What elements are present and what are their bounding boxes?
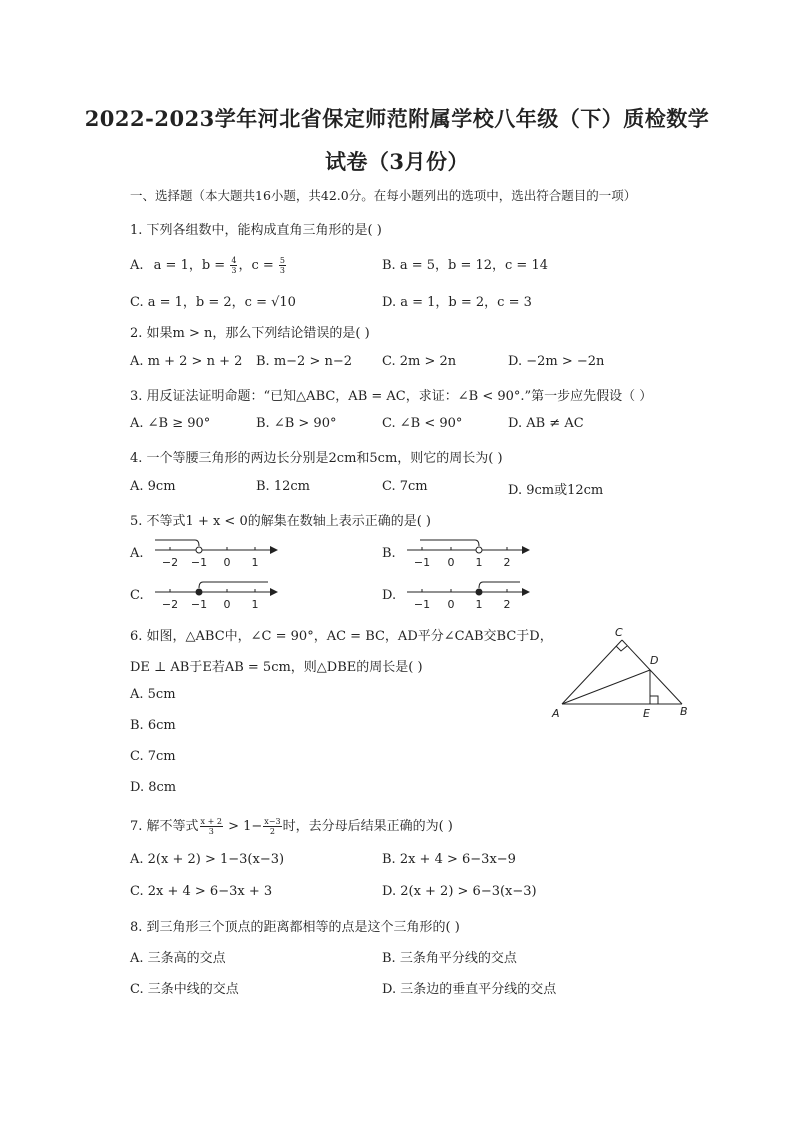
tick-label: −1 [190,598,208,611]
tick-label: 1 [251,598,259,611]
question-2-option-b: B. m−2 > n−2 [256,354,353,369]
tick-label: 2 [503,598,511,611]
vertex-label-c: C [615,626,623,639]
question-1-option-d: D. a = 1，b = 2，c = 3 [382,295,532,310]
question-8-option-a: A. 三条高的交点 [130,951,226,966]
fraction-left: $\frac{x + 2}{3}$ [200,817,222,836]
fraction-b: $\frac{4}{3}$ [231,256,237,275]
question-1-stem: 1. 下列各组数中，能构成直角三角形的是( ) [130,223,382,238]
question-4-option-a: A. 9cm [130,479,176,494]
section-header: 一、选择题（本大题共16小题，共42.0分。在每小题列出的选项中，选出符合题目的一项） [130,188,637,203]
vertex-label-a: A [552,707,560,720]
question-7-option-d: D. 2(x + 2) > 6−3(x−3) [382,884,537,899]
option-a-mid: ，c = [238,258,278,273]
question-2-option-a: A. m + 2 > n + 2 [130,354,243,369]
question-5-option-a-label: A. [130,546,144,561]
question-8-stem: 8. 到三角形三个顶点的距离都相等的点是这个三角形的( ) [130,920,460,935]
tick-label: 0 [447,598,455,611]
vertex-label-d: D [650,654,659,667]
question-5-stem: 5. 不等式1 + x < 0的解集在数轴上表示正确的是( ) [130,514,431,529]
question-8-option-c: C. 三条中线的交点 [130,982,239,997]
q7-stem-pre: 7. 解不等式 [130,819,199,834]
number-line-c [150,578,280,614]
question-5-option-b-label: B. [382,546,396,561]
question-8-option-b: B. 三条角平分线的交点 [382,951,517,966]
page-title-line2: 试卷（3月份） [324,149,470,174]
question-6-stem-line1: 6. 如图，△ABC中，∠C = 90°，AC = BC，AD平分∠CAB交BC于D， [130,629,553,644]
number-line-d [402,578,532,614]
number-line-b [402,536,532,572]
page-title: 2022-2023学年河北省保定师范附属学校八年级（下）质检数学 [84,106,710,131]
question-7-option-a: A. 2(x + 2) > 1−3(x−3) [130,852,285,867]
question-5-option-c-label: C. [130,588,144,603]
question-2-option-c: C. 2m > 2n [382,354,457,369]
question-6-stem-line2: DE ⊥ AB于E若AB = 5cm，则△DBE的周长是( ) [130,660,423,675]
question-1-option-b: B. a = 5，b = 12，c = 14 [382,258,548,273]
tick-label: −1 [413,556,431,569]
tick-label: −2 [161,556,179,569]
question-7-stem [130,815,453,836]
question-3-stem: 3. 用反证法证明命题：“已知△ABC，AB = AC，求证：∠B < 90°.”第一步应先假设（ ） [130,389,653,404]
q7-stem-mid: > 1− [223,819,263,834]
question-2-option-d: D. −2m > −2n [508,354,605,369]
tick-label: −1 [190,556,208,569]
tick-label: 1 [475,598,483,611]
fraction-right: $\frac{x-3}{2}$ [264,817,281,836]
question-8-option-d: D. 三条边的垂直平分线的交点 [382,982,557,997]
vertex-label-e: E [643,707,650,720]
question-3-option-d: D. AB ≠ AC [508,416,584,431]
question-4-option-b: B. 12cm [256,479,310,494]
triangle-figure [548,622,698,722]
tick-label: 1 [251,556,259,569]
q7-stem-post: 时，去分母后结果正确的为( ) [282,819,453,834]
question-6-option-a: A. 5cm [130,687,176,702]
tick-label: 0 [223,598,231,611]
question-2-stem: 2. 如果m > n，那么下列结论错误的是( ) [130,326,370,341]
question-4-option-c: C. 7cm [382,479,428,494]
option-a-label: A. [130,258,144,273]
option-a-text: a = 1，b = [153,258,230,273]
fraction-c: $\frac{5}{3}$ [279,256,285,275]
tick-label: −1 [413,598,431,611]
tick-label: −2 [161,598,179,611]
vertex-label-b: B [680,705,688,718]
question-4-stem: 4. 一个等腰三角形的两边长分别是2cm和5cm，则它的周长为( ) [130,451,503,466]
question-1-option-a [130,254,287,275]
question-7-option-b: B. 2x + 4 > 6−3x−9 [382,852,516,867]
question-6-option-b: B. 6cm [130,718,176,733]
question-4-option-d: D. 9cm或12cm [508,483,604,498]
number-line-a [150,536,280,572]
question-3-option-c: C. ∠B < 90° [382,416,463,431]
question-3-option-b: B. ∠B > 90° [256,416,337,431]
tick-label: 0 [447,556,455,569]
tick-label: 1 [475,556,483,569]
tick-label: 0 [223,556,231,569]
question-6-option-c: C. 7cm [130,749,176,764]
question-3-option-a: A. ∠B ≥ 90° [130,416,211,431]
question-5-option-d-label: D. [382,588,397,603]
question-1-option-c: C. a = 1，b = 2，c = √10 [130,295,296,310]
question-6-option-d: D. 8cm [130,780,177,795]
tick-label: 2 [503,556,511,569]
question-7-option-c: C. 2x + 4 > 6−3x + 3 [130,884,273,899]
